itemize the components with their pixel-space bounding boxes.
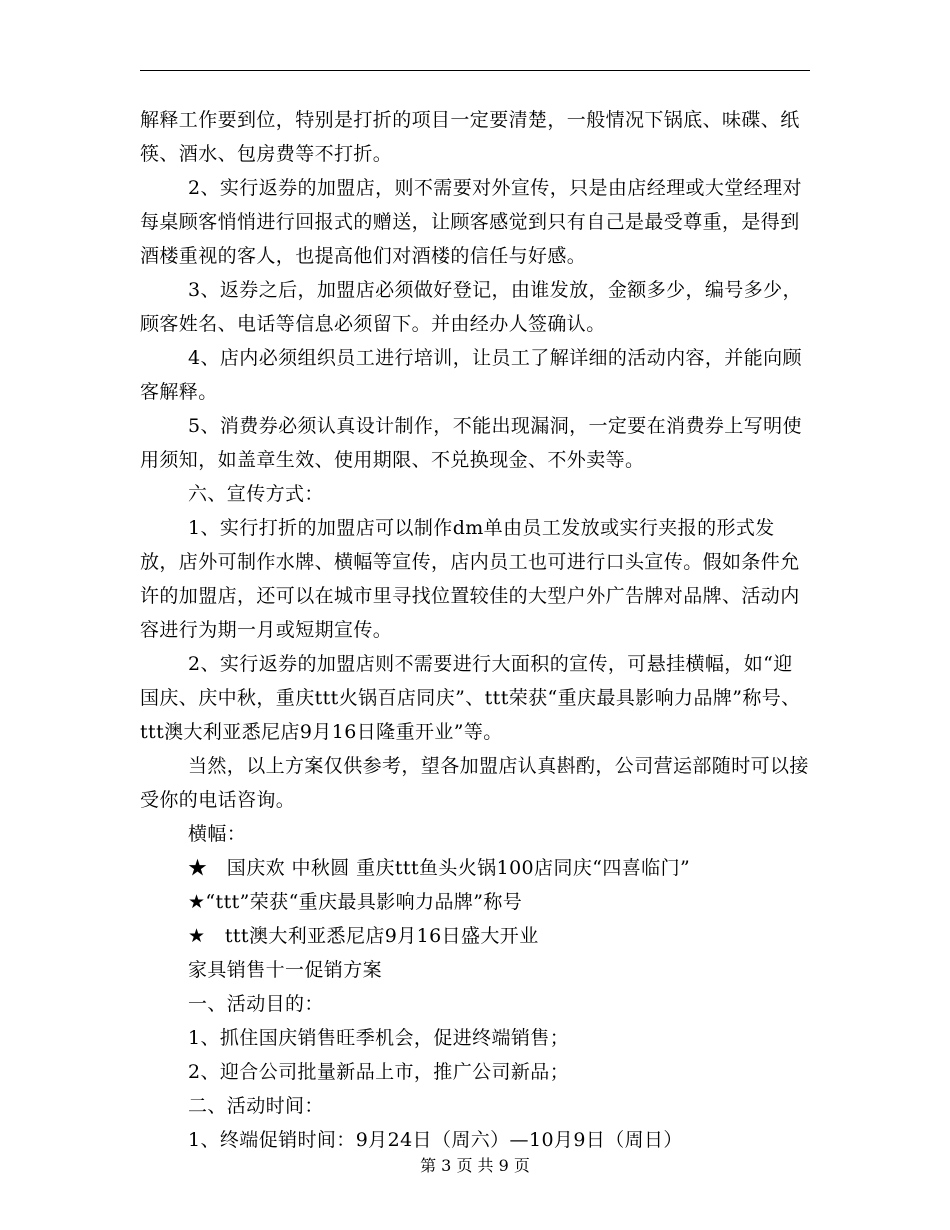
banner-item: ★“ttt”荣获“重庆最具影响力品牌”称号 <box>188 891 523 913</box>
page-footer: 第 3 页 共 9 页 <box>420 1156 530 1175</box>
document-title: 家具销售十一促销方案 <box>188 959 383 981</box>
paragraph: 解释工作要到位，特别是打折的项目一定要清楚，一般情况下锅底、味碟、纸筷、酒水、包房费等不打折。 <box>140 109 800 165</box>
section-heading: 六、宣传方式： <box>188 483 324 505</box>
banner-item: ★ ttt澳大利亚悉尼店9月16日盛大开业 <box>188 925 539 947</box>
banner-heading: 横幅： <box>188 823 247 845</box>
list-item: 2、迎合公司批量新品上市，推广公司新品； <box>188 1061 570 1083</box>
list-item: 1、终端促销时间：9月24日（周六）—10月9日（周日） <box>188 1129 683 1151</box>
paragraph: 5、消费券必须认真设计制作，不能出现漏洞，一定要在消费券上写明使用须知，如盖章生效、使用期限、不兑换现金、不外卖等。 <box>140 415 802 471</box>
section-heading: 一、活动目的： <box>188 993 324 1015</box>
paragraph: 2、实行返券的加盟店则不需要进行大面积的宣传，可悬挂横幅，如“迎国庆、庆中秋，重庆ttt火锅百店同庆”、ttt荣获“重庆最具影响力品牌”称号、ttt澳大利亚悉尼店9月16日隆重开业”等。 <box>140 653 801 743</box>
header-rule <box>140 70 810 71</box>
paragraph: 3、返券之后，加盟店必须做好登记，由谁发放，金额多少，编号多少，顾客姓名、电话等信息必须留下。并由经办人签确认。 <box>140 279 802 335</box>
paragraph: 1、实行打折的加盟店可以制作dm单由员工发放或实行夹报的形式发放，店外可制作水牌、横幅等宣传，店内员工也可进行口头宣传。假如条件允许的加盟店，还可以在城市里寻找位置较佳的大型户外广告牌对品牌、活动内容进行为期一月或短期宣传。 <box>140 517 800 641</box>
paragraph: 4、店内必须组织员工进行培训，让员工了解详细的活动内容，并能向顾客解释。 <box>140 347 802 403</box>
section-heading: 二、活动时间： <box>188 1095 324 1117</box>
list-item: 1、抓住国庆销售旺季机会，促进终端销售； <box>188 1027 570 1049</box>
paragraph: 2、实行返券的加盟店，则不需要对外宣传，只是由店经理或大堂经理对每桌顾客悄悄进行回报式的赠送，让顾客感觉到只有自己是最受尊重，是得到酒楼重视的客人，也提高他们对酒楼的信任与好感。 <box>140 177 802 267</box>
banner-item: ★ 国庆欢 中秋圆 重庆ttt鱼头火锅100店同庆“四喜临门” <box>188 857 691 879</box>
document-body <box>140 103 810 1157</box>
paragraph: 当然，以上方案仅供参考，望各加盟店认真斟酌，公司营运部随时可以接受你的电话咨询。 <box>140 755 809 811</box>
